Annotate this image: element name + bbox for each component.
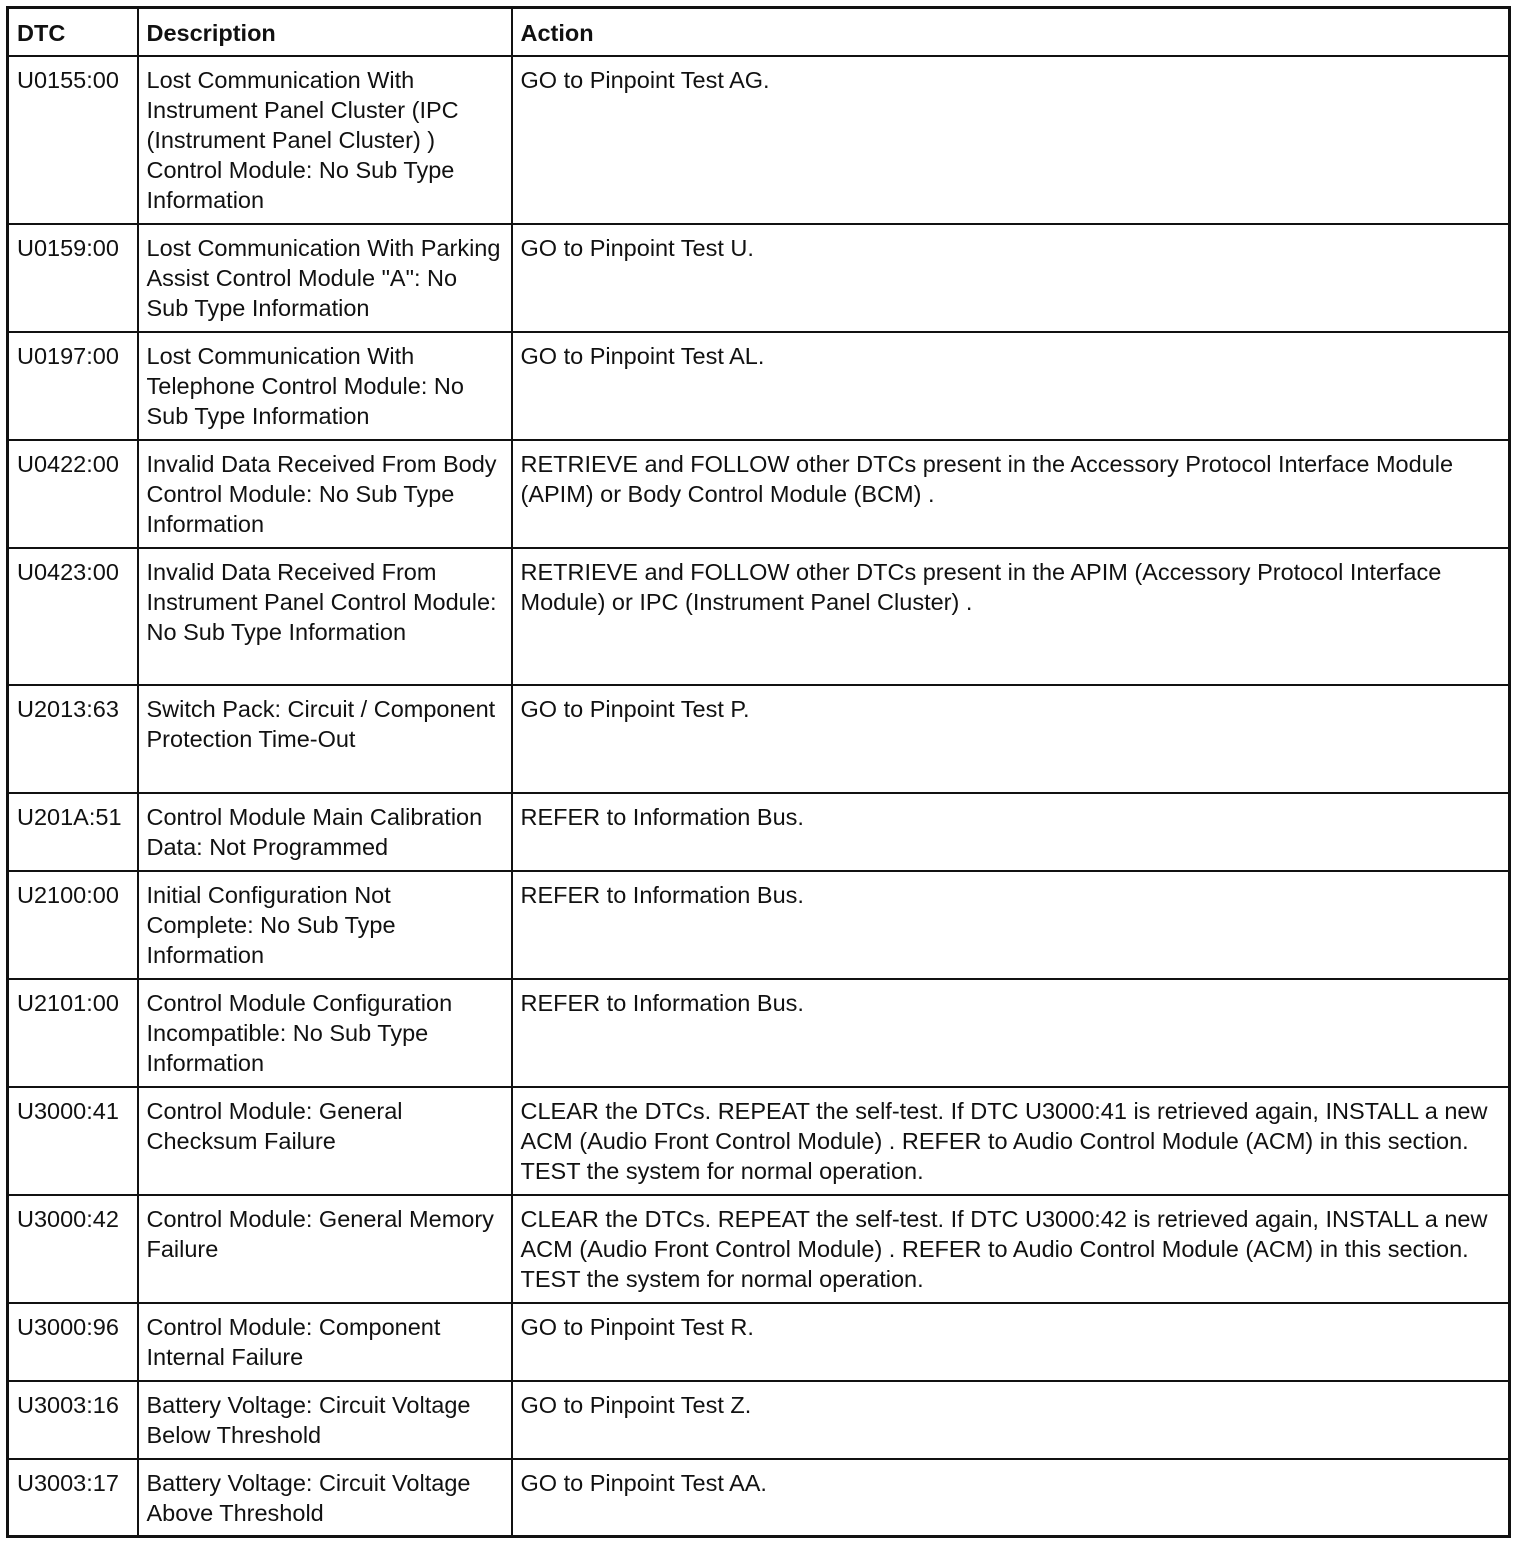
table-row [8,1459,1510,1537]
action-cell: GO to Pinpoint Test AG. [512,56,1510,224]
description-cell: Control Module Main Calibration Data: Not Programmed [138,793,512,871]
table-row [8,332,1510,440]
description-cell: Control Module: General Checksum Failure [138,1087,512,1195]
action-cell: REFER to Information Bus. [512,979,1510,1087]
description-cell: Control Module: Component Internal Failure [138,1303,512,1381]
action-cell: GO to Pinpoint Test AL. [512,332,1510,440]
action-cell: GO to Pinpoint Test AA. [512,1459,1510,1537]
table-row [8,1303,1510,1381]
dtc-code-cell: U0155:00 [8,56,138,224]
action-cell: RETRIEVE and FOLLOW other DTCs present in the APIM (Accessory Protocol Interface Module) or IPC (Instrument Panel Cluster) . [512,548,1510,685]
dtc-code-cell: U3000:41 [8,1087,138,1195]
table-row [8,1195,1510,1303]
action-cell: REFER to Information Bus. [512,871,1510,979]
header-description: Description [138,8,512,56]
table-row [8,1087,1510,1195]
dtc-table [6,6,1511,1538]
header-action: Action [512,8,1510,56]
action-cell: CLEAR the DTCs. REPEAT the self-test. If DTC U3000:41 is retrieved again, INSTALL a new ACM (Audio Front Control Module) . REFER to Audio Control Module (ACM) in this section. TEST the system for normal operation. [512,1087,1510,1195]
table-row [8,685,1510,793]
description-cell: Invalid Data Received From Instrument Panel Control Module: No Sub Type Information [138,548,512,685]
description-cell: Switch Pack: Circuit / Component Protection Time-Out [138,685,512,793]
dtc-code-cell: U201A:51 [8,793,138,871]
dtc-code-cell: U3000:42 [8,1195,138,1303]
description-cell: Lost Communication With Instrument Panel Cluster (IPC (Instrument Panel Cluster) ) Control Module: No Sub Type Information [138,56,512,224]
table-row [8,871,1510,979]
action-cell: GO to Pinpoint Test R. [512,1303,1510,1381]
description-cell: Lost Communication With Telephone Control Module: No Sub Type Information [138,332,512,440]
table-row [8,440,1510,548]
table-row [8,1381,1510,1459]
dtc-code-cell: U0422:00 [8,440,138,548]
description-cell: Control Module: General Memory Failure [138,1195,512,1303]
table-row [8,548,1510,685]
dtc-code-cell: U2100:00 [8,871,138,979]
header-dtc: DTC [8,8,138,56]
description-cell: Initial Configuration Not Complete: No Sub Type Information [138,871,512,979]
description-cell: Lost Communication With Parking Assist Control Module "A": No Sub Type Information [138,224,512,332]
description-cell: Invalid Data Received From Body Control Module: No Sub Type Information [138,440,512,548]
dtc-code-cell: U2013:63 [8,685,138,793]
dtc-code-cell: U2101:00 [8,979,138,1087]
description-cell: Battery Voltage: Circuit Voltage Above Threshold [138,1459,512,1537]
dtc-code-cell: U0159:00 [8,224,138,332]
action-cell: GO to Pinpoint Test P. [512,685,1510,793]
action-cell: GO to Pinpoint Test U. [512,224,1510,332]
dtc-code-cell: U0197:00 [8,332,138,440]
action-cell: CLEAR the DTCs. REPEAT the self-test. If DTC U3000:42 is retrieved again, INSTALL a new ACM (Audio Front Control Module) . REFER to Audio Control Module (ACM) in this section. TEST the system for normal operation. [512,1195,1510,1303]
action-cell: GO to Pinpoint Test Z. [512,1381,1510,1459]
dtc-code-cell: U3000:96 [8,1303,138,1381]
dtc-code-cell: U3003:17 [8,1459,138,1537]
table-row [8,979,1510,1087]
table-row [8,56,1510,224]
dtc-code-cell: U3003:16 [8,1381,138,1459]
description-cell: Battery Voltage: Circuit Voltage Below Threshold [138,1381,512,1459]
action-cell: REFER to Information Bus. [512,793,1510,871]
table-row [8,793,1510,871]
action-cell: RETRIEVE and FOLLOW other DTCs present in the Accessory Protocol Interface Module (APIM) or Body Control Module (BCM) . [512,440,1510,548]
table-row [8,224,1510,332]
table-body [8,56,1510,1537]
header-row [8,8,1510,56]
description-cell: Control Module Configuration Incompatible: No Sub Type Information [138,979,512,1087]
dtc-code-cell: U0423:00 [8,548,138,685]
